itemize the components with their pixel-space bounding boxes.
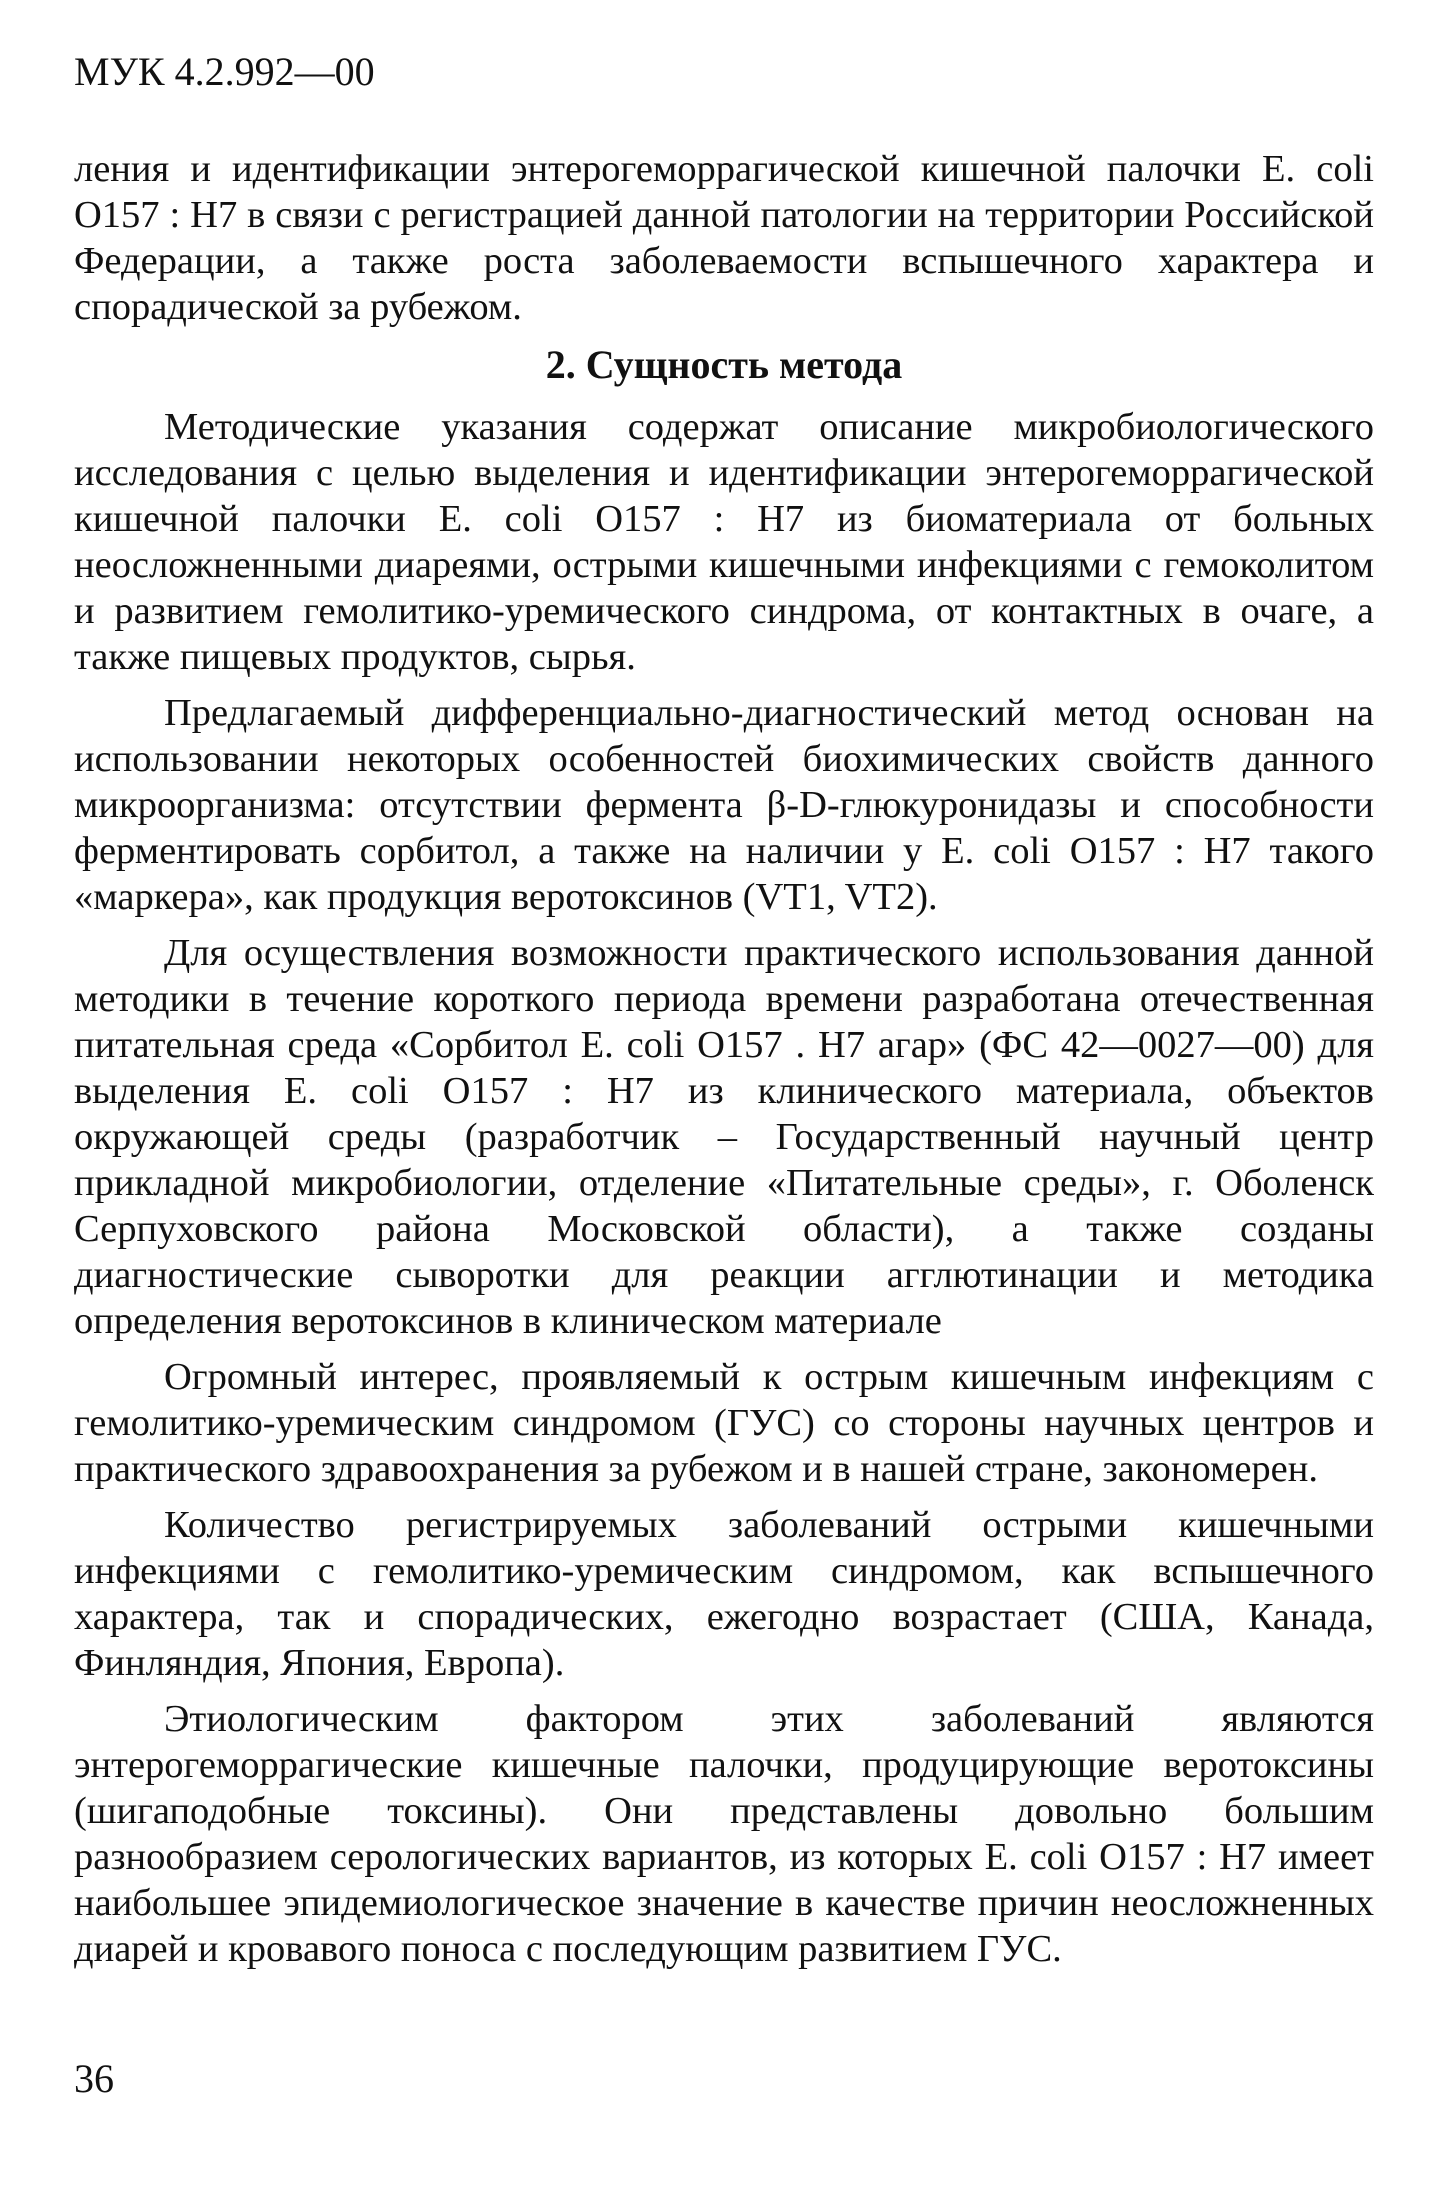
continuation-paragraph: ления и идентификации энтерогеморрагической кишечной палочки E. coli O157 : H7 в связи с регистрацией данной патологии на территории Российской Федерации, а также роста заболеваемости вспышечного характера и спорадической за рубежом. (74, 148, 1374, 328)
section-title: 2. Сущность метода (545, 342, 903, 387)
body-paragraph-1: Методические указания содержат описание микробиологического исследования с целью выделения и идентификации энтерогеморрагической кишечной палочки E. coli O157 : H7 из биоматериала от больных неосложненными диареями, острыми кишечными инфекциями с гемоколитом и развитием гемолитико-уремического синдрома, от контактных в очаге, а также пищевых продуктов, сырья. (74, 406, 1374, 678)
body-paragraph-4: Огромный интерес, проявляемый к острым кишечным инфекциям с гемолитико-уремическим синдромом (ГУС) со стороны научных центров и практического здравоохранения за рубежом и в нашей стране, закономерен. (74, 1356, 1374, 1490)
page-number: 36 (74, 2056, 114, 2101)
body-paragraph-2: Предлагаемый дифференциально-диагностический метод основан на использовании некоторых особенностей биохимических свойств данного микроорганизма: отсутствии фермента β-D-глюкуронидазы и способности ферментировать сорбитол, а также на наличии у E. coli O157 : H7 такого «маркера», как продукция веротоксинов (VT1, VT2). (74, 692, 1374, 918)
body-paragraph-5: Количество регистрируемых заболеваний острыми кишечными инфекциями с гемолитико-уремическим синдромом, как вспышечного характера, так и спорадических, ежегодно возрастает (США, Канада, Финляндия, Япония, Европа). (74, 1504, 1374, 1684)
document-code-header: МУК 4.2.992—00 (74, 49, 375, 94)
body-paragraph-3: Для осуществления возможности практического использования данной методики в течение короткого периода времени разработана отечественная питательная среда «Сорбитол E. coli O157 . H7 агар» (ФС 42—0027—00) для выделения E. coli O157 : H7 из клинического материала, объектов окружающей среды (разработчик – Государственный научный центр прикладной микробиологии, отделение «Питательные среды», г. Оболенск Серпуховского района Московской области), а также созданы диагностические сыворотки для реакции агглютинации и методика определения веротоксинов в клиническом материале (74, 932, 1374, 1342)
page-body (74, 146, 1374, 1982)
body-paragraph-6: Этиологическим фактором этих заболеваний являются энтерогеморрагические кишечные палочки, продуцирующие веротоксины (шигаподобные токсины). Они представлены довольно большим разнообразием серологических вариантов, из которых E. coli O157 : H7 имеет наибольшее эпидемиологическое значение в качестве причин неосложненных диарей и кровавого поноса с последующим развитием ГУС. (74, 1698, 1374, 1970)
